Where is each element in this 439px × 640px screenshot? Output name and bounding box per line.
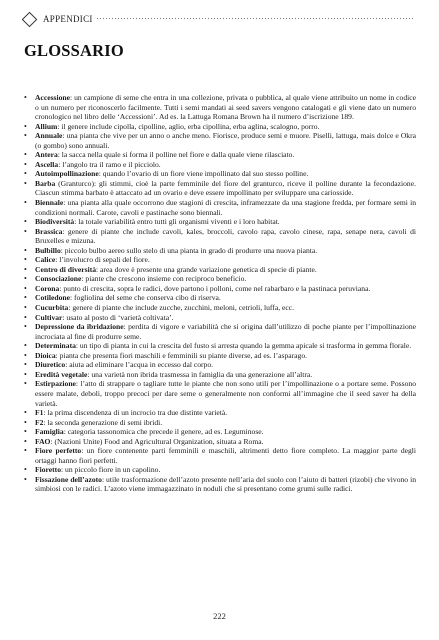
glossary-entry [22, 179, 416, 198]
glossary-term: Antera [35, 150, 58, 160]
section-label: APPENDICI [43, 14, 93, 24]
glossary-term: Accessione [35, 93, 71, 102]
glossary-definition: : una pianta che vive per un anno o anche meno. Fiorisce, produce semi e muore. Piselli, lattuga, mais dolce e Okra (o gombo) sono annuali. [35, 131, 416, 150]
bullet-icon: • [24, 245, 27, 255]
bullet-icon: • [24, 169, 27, 179]
running-header [22, 12, 415, 26]
bullet-icon: • [24, 474, 27, 484]
glossary-entry [22, 351, 416, 361]
glossary-term: Fioretto [35, 465, 62, 475]
glossary-term: Barba [35, 178, 56, 188]
glossary-term: Consociazione [35, 274, 82, 284]
glossary-entry [22, 246, 416, 256]
glossary-definition: : categoria tassonomica che precede il genere, ad es. Leguminose. [63, 427, 264, 437]
glossary-entry [22, 322, 416, 341]
glossary-term: Centro di diversità [35, 264, 97, 274]
bullet-icon: • [24, 264, 27, 274]
bullet-icon: • [24, 341, 27, 351]
glossary-term: Cotiledone [35, 293, 71, 303]
bullet-icon: • [24, 198, 27, 208]
bullet-icon: • [24, 255, 27, 265]
glossary-definition: : l’involucro di sepali del fiore. [55, 255, 150, 265]
glossary-definition: : una varietà non ibrida trasmessa in famiglia da una generazione all’altra. [87, 369, 313, 379]
glossary-term: Cultivar [35, 312, 63, 322]
diamond-icon [22, 11, 38, 27]
bullet-icon: • [24, 121, 27, 131]
glossary-definition: : una pianta alla quale occorrono due stagioni di crescita, inframezzate da una stagione fredda, per formare semi in condizioni normali. Carote, cavoli e pastinache sono biennali. [35, 198, 416, 217]
page-title: GLOSSARIO [24, 41, 124, 60]
glossary-definition: : l’angolo tra il ramo e il picciolo. [58, 159, 161, 169]
glossary-definition: : fogliolina del seme che conserva cibo di riserva. [70, 293, 221, 303]
glossary-definition: : utile trasformazione dell’azoto presente nell’aria del suolo con l’aiuto di batteri (rizobi) che vivono in simbiosi con le radici. L’azoto viene immagazzinato in noduli che si presentano come grumi sulle radici. [35, 474, 416, 494]
glossary-definition: : genere di piante che include zucche, zucchini, meloni, cetrioli, luffa, ecc. [68, 303, 295, 313]
glossary-term: FAO [35, 436, 51, 446]
bullet-icon: • [24, 93, 27, 102]
bullet-icon: • [24, 379, 27, 389]
page-number: 222 [213, 611, 226, 621]
glossary-entry [22, 341, 416, 351]
glossary-definition: : il genere include cipolla, cipolline, aglio, erba cipollina, erba aglina, scalogno, porro. [57, 121, 320, 131]
glossary-entry [22, 160, 416, 170]
glossary-definition: : piante che crescono insieme con reciproco beneficio. [81, 274, 247, 284]
glossary-definition: : perdita di vigore e variabilità che si origina dall’utilizzo di poche piante per l’impollinazione incrociata al fine di produrre seme. [35, 322, 416, 341]
glossary-entry [22, 274, 416, 284]
bullet-icon: • [24, 150, 27, 160]
glossary-entry [22, 293, 416, 303]
glossary-entry [22, 284, 416, 294]
glossary-term: Eredità vegetale [35, 369, 88, 379]
glossary-term: F1 [35, 408, 44, 418]
glossary-definition: : usato al posto di ‘varietà coltivata’. [62, 312, 174, 322]
glossary-definition: : genere di piante che include cavoli, kales, broccoli, cavolo rapa, cavolo cinese, rapa, senape nera, cavoli di Bruxelles e mizuna. [35, 226, 416, 246]
glossary-definition: : l’atto di strappare o tagliare tutte le piante che non sono utili per l’impollinazione o a portare seme. Possono essere malate, deboli, troppo precoci per dare seme o generalmente non conformi all’immagine che il seed saver ha della varietà. [35, 379, 416, 408]
glossary-definition: : (Nazioni Unite) Food and Agricultural Organization, situata a Roma. [50, 436, 264, 446]
glossary-term: Determinata [35, 341, 76, 351]
glossary-entry [22, 446, 416, 465]
glossary-entry [22, 379, 416, 408]
bullet-icon: • [24, 293, 27, 303]
glossary-entry [22, 475, 416, 494]
glossary-definition: : un tipo di pianta in cui la crescita del fusto si arresta quando la gemma apicale si trasforma in gemma florale. [75, 341, 412, 351]
bullet-icon: • [24, 436, 27, 446]
glossary-definition: : un fiore contenente parti femminili e maschili, altrimenti detto fiore completo. La maggior parte degli ortaggi hanno fiori perfetti. [35, 446, 417, 465]
glossary-definition: : la totale variabilità entro tutti gli organismi viventi e i loro habitat. [74, 217, 280, 227]
bullet-icon: • [24, 217, 27, 227]
glossary-term: Diuretico [35, 360, 66, 370]
glossary-entry [22, 427, 416, 437]
bullet-icon: • [24, 417, 27, 427]
glossary-entry [22, 465, 416, 475]
dotted-rule [96, 17, 415, 23]
glossary-definition: (Granturco): gli stimmi, cioè la parte femminile del fiore del granturco, riceve il polline durante la fecondazione. Ciascun stimma barbato è attaccato ad un ovario e deve essere impollinato per sviluppare una cariosside. [35, 178, 416, 198]
bullet-icon: • [24, 465, 27, 475]
glossary-term: Bulbillo [35, 245, 61, 255]
glossary-definition: : aiuta ad eliminare l’acqua in eccesso dal corpo. [65, 360, 214, 370]
glossary-entry [22, 131, 416, 150]
glossary-term: Biennale [35, 198, 64, 208]
glossary-term: Depressione da ibridazione [35, 322, 124, 332]
glossary-entry [22, 303, 416, 313]
glossary-term: Brassica [35, 226, 63, 236]
bullet-icon: • [24, 350, 27, 360]
glossary-term: Fiore perfetto [35, 446, 82, 456]
bullet-icon: • [24, 131, 27, 141]
glossary-term: Dioica [35, 350, 56, 360]
glossary-term: F2 [35, 417, 44, 427]
glossary-term: Ascella [35, 159, 59, 169]
bullet-icon: • [24, 226, 27, 236]
glossary-entry [22, 198, 416, 217]
glossary-entry [22, 169, 416, 179]
glossary-definition: : un piccolo fiore in un capolino. [61, 465, 161, 475]
glossary-entry [22, 313, 416, 323]
bullet-icon: • [24, 159, 27, 169]
glossary-entry [22, 217, 416, 227]
bullet-icon: • [24, 446, 27, 456]
glossary-entry [22, 408, 416, 418]
glossary-entry [22, 93, 416, 122]
glossary-definition: : la seconda generazione di semi ibridi. [43, 417, 163, 427]
glossary-definition: : punto di crescita, sopra le radici, dove partono i polloni, come nel rabarbaro e la pastinaca peruviana. [59, 283, 371, 293]
bullet-icon: • [24, 178, 27, 188]
glossary-term: Allium [35, 121, 58, 131]
glossary-term: Autoimpollinazione [35, 169, 99, 179]
bullet-icon: • [24, 312, 27, 322]
bullet-icon: • [24, 360, 27, 370]
bullet-icon: • [24, 322, 27, 332]
glossary-definition: : la prima discendenza di un incrocio tra due distinte varietà. [43, 408, 228, 418]
glossary-term: Annuale [35, 131, 63, 141]
glossary-definition: : piccolo bulbo aereo sullo stelo di una pianta in grado di produrre una nuova pianta. [60, 245, 318, 255]
bullet-icon: • [24, 274, 27, 284]
glossary-entry [22, 437, 416, 447]
bullet-icon: • [24, 369, 27, 379]
glossary-term: Corona [35, 283, 60, 293]
bullet-icon: • [24, 408, 27, 418]
glossary-entry [22, 360, 416, 370]
glossary-entry [22, 150, 416, 160]
glossary-list [22, 93, 416, 494]
glossary-entry [22, 255, 416, 265]
glossary-entry [22, 227, 416, 246]
bullet-icon: • [24, 283, 27, 293]
glossary-definition: : area dove è presente una grande variazione genetica di specie di piante. [96, 264, 317, 274]
glossary-term: Estirpazione [35, 379, 76, 389]
glossary-term: Cucurbita [35, 303, 69, 313]
glossary-definition: : la sacca nella quale si forma il polline nel fiore e dalla quale viene rilasciato. [57, 150, 295, 160]
glossary-term: Famiglia [35, 427, 64, 437]
bullet-icon: • [24, 303, 27, 313]
glossary-term: Calice [35, 255, 56, 265]
glossary-entry [22, 418, 416, 428]
glossary-entry [22, 265, 416, 275]
glossary-term: Fissazione dell’azoto [35, 474, 102, 484]
glossary-definition: : quando l’ovario di un fiore viene impollinato dal suo stesso polline. [98, 169, 309, 179]
glossary-definition: : un campione di seme che entra in una collezione, privata o pubblica, al quale viene attribuito un nome in codice o un numero per riconoscerlo facilmente. Tutti i semi mandati ai seed savers vengono catalogati e gli viene dato un numero cronologico nel libro delle ‘Accessioni’. Ad es. la Lattuga Romana Brown ha il numero d’iscrizione 189. [35, 93, 416, 122]
glossary-entry [22, 370, 416, 380]
bullet-icon: • [24, 427, 27, 437]
glossary-definition: : pianta che presenta fiori maschili e femminili su piante diverse, ad es. l’asparago. [55, 350, 308, 360]
glossary-term: Biodiversità [35, 217, 75, 227]
glossary-entry [22, 122, 416, 132]
